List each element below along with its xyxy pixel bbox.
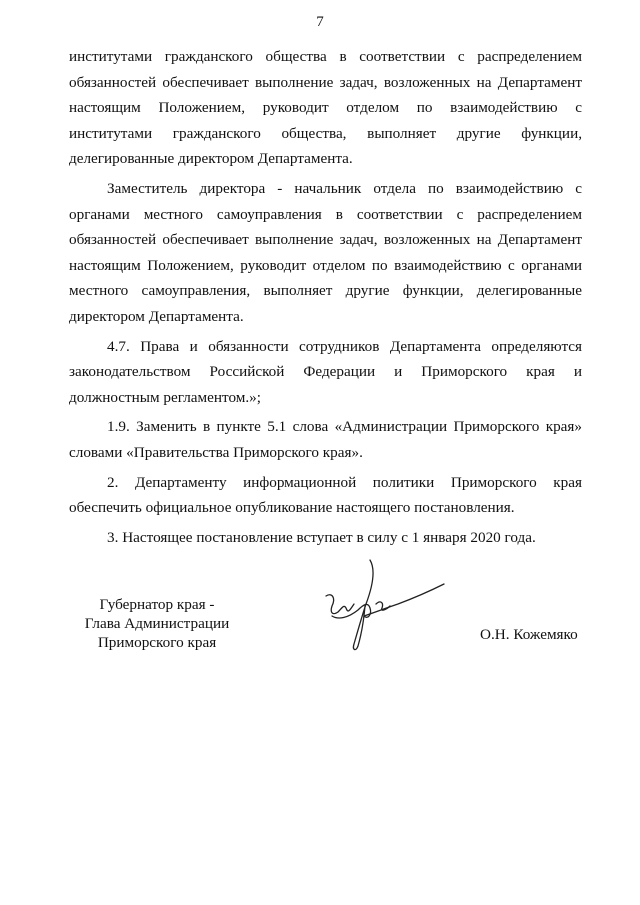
governor-title-line: Приморского края	[97, 634, 217, 651]
paragraph-2: 2. Департаменту информационной политики Приморского края обеспечить официальное опубликование настоящего постановления.	[69, 473, 582, 517]
paragraph-continuation: институтами гражданского общества в соответствии с распределением обязанностей обеспечивает выполнение задач, возложенных на Департамент настоящим Положением, руководит отделом по взаимодействию с институтами гражданского общества, выполняет другие функции, делегированные директором Департамента.	[69, 48, 582, 168]
paragraph-deputy-director: Заместитель директора - начальник отдела по взаимодействию с органами местного самоуправления в соответствии с распределением обязанностей обеспечивает выполнение задач, возложенных на Департамент настоящим Положением, руководит отделом по взаимодействию с органами местного самоуправления, выполняет другие функции, делегированные директором Департамента.	[69, 179, 582, 325]
governor-title	[72, 595, 242, 652]
governor-name: О.Н. Кожемяко	[480, 626, 578, 643]
paragraph-3: 3. Настоящее постановление вступает в силу с 1 января 2020 года.	[107, 528, 536, 546]
governor-title-line: Губернатор края -	[99, 596, 215, 613]
governor-title-line: Глава Администрации	[84, 615, 230, 632]
document-body	[69, 44, 582, 550]
paragraph-1-9: 1.9. Заменить в пункте 5.1 слова «Администрации Приморского края» словами «Правительства Приморского края».	[69, 418, 582, 461]
handwritten-signature-icon	[318, 558, 448, 658]
paragraph-4-7: 4.7. Права и обязанности сотрудников Департамента определяются законодательством Российской Федерации и Приморского края и должностным регламентом.»;	[69, 337, 582, 406]
signature-block	[0, 585, 640, 675]
page-number: 7	[316, 14, 324, 30]
